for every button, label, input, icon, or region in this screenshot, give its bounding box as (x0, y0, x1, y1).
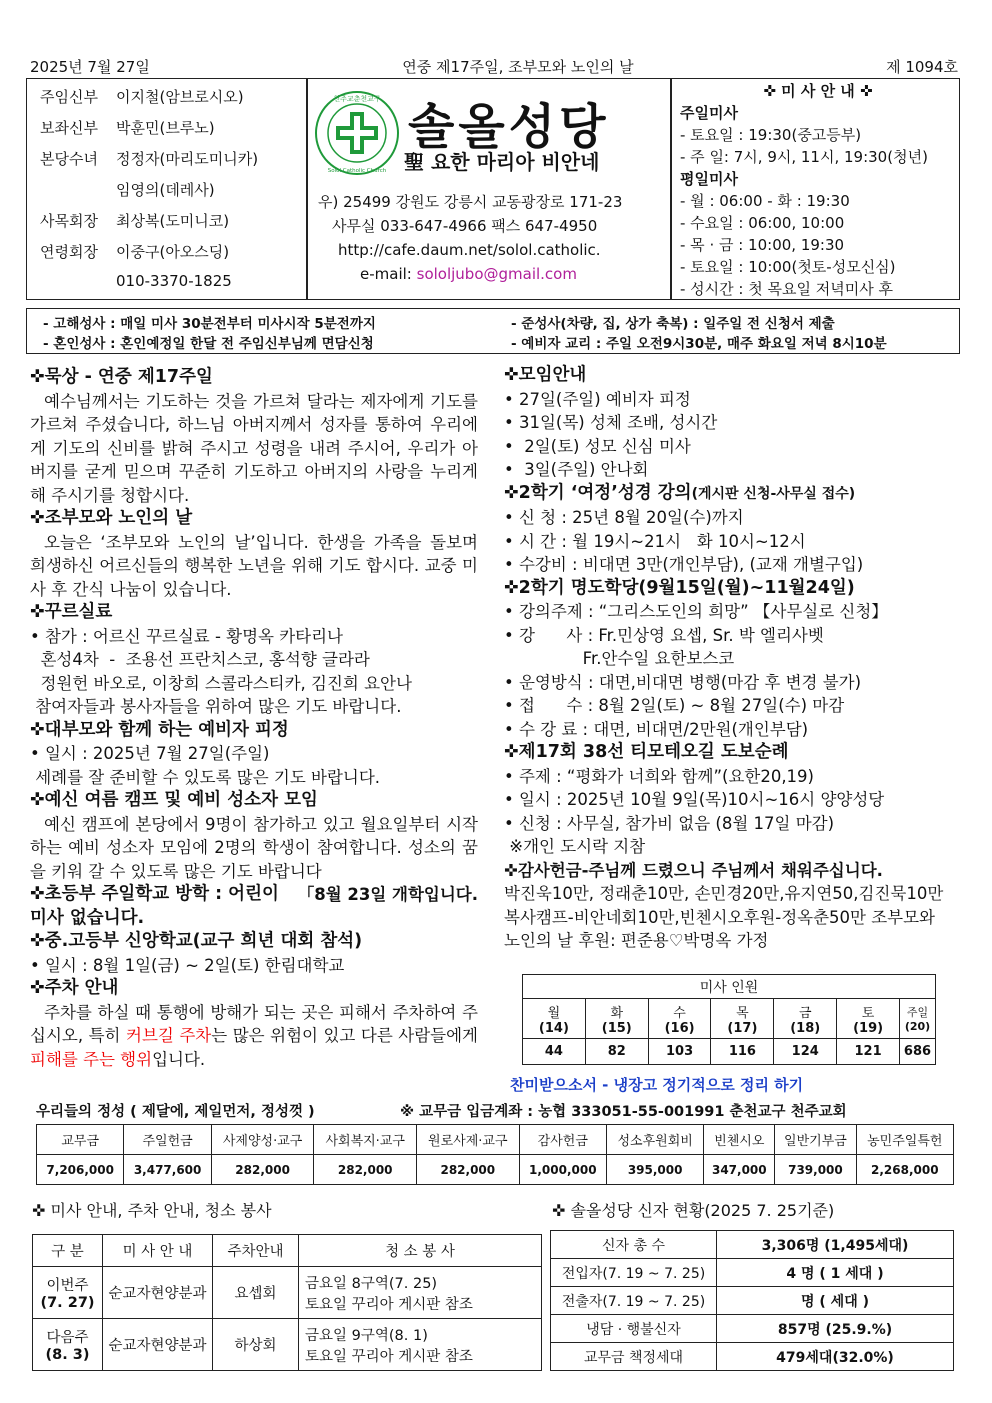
bulletin-date: 2025년 7월 27일 (30, 58, 150, 76)
attendance-count: 124 (774, 1039, 837, 1065)
diamond-icon: ✜ (504, 742, 519, 762)
pilgrimage-line: • 주제 : “평화가 너희와 함께”(요한20,19) (504, 766, 814, 786)
finance-header-cell: 농민주일특헌 (856, 1125, 953, 1155)
section-title: ✜감사헌금-주님께 드렸으니 주님께서 채워주십니다. (504, 860, 883, 880)
sunday-mass-line: - 토요일 : 19:30(중고등부) (680, 126, 862, 144)
finance-header-cell: 감사헌금 (519, 1125, 606, 1155)
meeting-line: • 27일(주일) 예비자 피정 (504, 389, 691, 409)
finance-table (36, 1124, 954, 1185)
attendance-day: 수 (16) (648, 999, 711, 1039)
meeting-line: • 31일(목) 성체 조배, 성시간 (504, 413, 718, 432)
weekday-mass-line: - 성시간 : 첫 목요일 저녁미사 후 (680, 280, 893, 298)
attendance-day: 토 (19) (837, 999, 900, 1039)
section-title: ✜묵상 - 연중 제17주일 (30, 367, 213, 387)
staff-row: 본당수녀 정정자(마리도미니카) (40, 150, 259, 168)
diamond-icon: ✜ (30, 978, 45, 998)
members-row: 전입자(7. 19 ~ 7. 25) 4 명 ( 1 세대 ) (551, 1259, 954, 1287)
finance-header (36, 1100, 956, 1121)
parish-logo-icon (314, 90, 400, 176)
diamond-icon: ✜ (504, 860, 518, 880)
academy-line: • 강 사 : Fr.민상영 요셉, Sr. 박 엘리사벳 (504, 625, 824, 645)
retreat-line: • 일시 : 2025년 7월 27일(주일) (30, 744, 270, 763)
service-title: ✜ 미사 안내, 주차 안내, 청소 봉사 (32, 1201, 272, 1220)
bible-course-line: • 신 청 : 25년 8월 20일(수)까지 (504, 508, 744, 527)
cursillo-line: • 참가 : 어르신 꾸르실료 - 황명옥 카타리나 (30, 626, 343, 646)
weekday-mass-line: - 토요일 : 10:00(첫토-성모신심) (680, 258, 896, 276)
contact-info (318, 190, 668, 286)
finance-value: 3,477,600 (124, 1155, 211, 1185)
section-title: ✜주차 안내 (30, 978, 119, 998)
sunday-mass-line: - 주 일: 7시, 9시, 11시, 19:30(청년) (680, 148, 928, 166)
mass-schedule (680, 80, 956, 300)
diamond-icon: ✜ (763, 82, 782, 100)
attendance-count: 121 (837, 1039, 900, 1065)
section-title: ✜제17회 38선 티모테오길 도보순례 (504, 742, 789, 762)
faith-school-line: • 일시 : 8월 1일(금) ~ 2일(토) 한림대학교 (30, 955, 345, 975)
service-header: 구 분 (33, 1235, 103, 1267)
logo-ring-text: 천주교춘천교구 (333, 95, 381, 103)
finance-value: 2,268,000 (856, 1155, 953, 1185)
cursillo-line: 혼성4차 - 조용선 프란치스코, 홍석향 글라라 (30, 650, 370, 669)
service-header: 주차안내 (213, 1235, 299, 1267)
finance-header-cell: 교무금 (37, 1125, 124, 1155)
pilgrimage-line: ※개인 도시락 지참 (504, 837, 646, 856)
sacrament-notice (26, 308, 960, 354)
address: 우) 25499 강원도 강릉시 교동광장로 171-23 (318, 193, 623, 211)
weekday-mass-title: 평일미사 (680, 170, 738, 188)
attendance-day: 금 (18) (774, 999, 837, 1039)
finance-value: 282,000 (314, 1155, 417, 1185)
pilgrimage-line: • 일시 : 2025년 10월 9일(목)10시~16시 양양성당 (504, 790, 885, 809)
finance-value: 395,000 (607, 1155, 704, 1185)
staff-row: 임영의(데레사) (116, 181, 215, 199)
meeting-line: • 3일(주일) 안나회 (504, 460, 649, 479)
finance-header-cell: 빈첸시오 (704, 1125, 775, 1155)
diamond-icon: ✜ (30, 790, 45, 810)
service-row: 다음주 (8. 3) 순교자현양분과 하상회 금요일 9구역(8. 1) 토요일 꾸리아 게시판 참조 (33, 1319, 542, 1371)
donation-text: 박진욱10만, 정래춘10만, 손민경20만,유지연50,김진묵10만 복사캠프-비안네회10만,빈첸시오후원-정옥춘50만 조부모와 노인의 날 후원: 편준용♡박명옥 가정 (504, 884, 944, 950)
retreat-line: 세례를 잘 준비할 수 있도록 많은 기도 바랍니다. (30, 767, 381, 787)
members-table (550, 1230, 954, 1371)
members-row: 전출자(7. 19 ~ 7. 25) 명 ( 세대 ) (551, 1287, 954, 1315)
meeting-line: • 2일(토) 성모 신심 미사 (504, 436, 691, 456)
attendance-count: 116 (711, 1039, 774, 1065)
members-row: 교무금 책정세대 479세대(32.0%) (551, 1343, 954, 1371)
attendance-day: 화 (15) (585, 999, 648, 1039)
section-title: ✜2학기 ‘여정’성경 강의(게시판 신청-사무실 접수) (504, 482, 856, 503)
diamond-icon: ✜ (30, 508, 45, 528)
parish-patron: 聖 요한 마리아 비안네 (404, 150, 600, 174)
staff-row: 010-3370-1825 (116, 272, 232, 290)
finance-title: 우리들의 정성 ( 제달에, 제일먼저, 정성껏 ) (36, 1104, 315, 1120)
staff-row: 사목회장 최상복(도미니코) (40, 212, 230, 230)
staff-row: 보좌신부 박훈민(브루노) (40, 119, 215, 137)
finance-value: 739,000 (775, 1155, 856, 1185)
diamond-icon: ✜ (504, 577, 519, 598)
attendance-table (522, 974, 936, 1065)
staff-list (40, 86, 302, 303)
sunday-mass-title: 주일미사 (680, 104, 738, 122)
section-title: ✜초등부 주일학교 방학 : 어린이 미사 없습니다. (30, 884, 279, 928)
finance-header-cell: 일반기부금 (775, 1125, 856, 1155)
diamond-icon: ✜ (32, 1201, 51, 1220)
weekday-mass-line: - 수요일 : 06:00, 10:00 (680, 214, 845, 232)
bible-course-line: • 수강비 : 비대면 3만(개인부담), (교재 개별구입) (504, 555, 864, 574)
staff-row: 연령회장 이중구(아오스딩) (40, 243, 230, 261)
header-divider (306, 78, 308, 300)
academy-line: Fr.안수일 요한보스코 (504, 649, 735, 668)
finance-value: 1,000,000 (519, 1155, 606, 1185)
academy-line: • 접 수 : 8월 2일(토) ~ 8월 27일(수) 마감 (504, 696, 845, 715)
notice-marriage: - 혼인성사 : 혼인예정일 한달 전 주임신부님께 면담신청 (43, 336, 374, 352)
notice-catechism: - 예비자 교리 : 주일 오전9시30분, 매주 화요일 저녁 8시10분 (511, 336, 887, 352)
finance-value: 282,000 (211, 1155, 314, 1185)
finance-header-cell: 사회복지·교구 (314, 1125, 417, 1155)
academy-line: • 수 강 료 : 대면, 비대면/2만원(개인부담) (504, 719, 809, 739)
cursillo-line: 참여자들과 봉사자들을 위하여 많은 기도 바랍니다. (30, 697, 402, 716)
web-link[interactable]: http://cafe.daum.net/solol.catholic. (338, 241, 601, 259)
grandparents-text: 오늘은 ‘조부모와 노인의 날’입니다. 한생을 가족을 돌보며 희생하신 어르신들의 행복한 노년을 위해 기도 합시다. 교중 미사 후 간식 나눔이 있습니다. (30, 532, 478, 599)
right-column (504, 364, 956, 953)
service-row: 이번주 (7. 27) 순교자현양분과 요셉회 금요일 8구역(7. 25) 토요일 꾸리아 게시판 참조 (33, 1267, 542, 1319)
notice-confession: - 고해성사 : 매일 미사 30분전부터 미사시작 5분전까지 (43, 316, 376, 332)
finance-value: 7,206,000 (37, 1155, 124, 1185)
logo-ring-en: Solol Catholic Church (327, 168, 387, 174)
diamond-icon: ✜ (30, 931, 45, 951)
service-header: 미 사 안 내 (103, 1235, 213, 1267)
service-header: 청 소 봉 사 (299, 1235, 542, 1267)
bulletin-occasion: 연중 제17주일, 조부모와 노인의 날 (402, 58, 634, 76)
laudato-si-note: 찬미받으소서 - 냉장고 정기적으로 정리 하기 (510, 1076, 804, 1094)
diamond-icon: ✜ (504, 365, 519, 385)
section-title: ✜중.고등부 신앙학교(교구 희년 대회 참석) (30, 931, 363, 951)
cursillo-line: 정원헌 바오로, 이창희 스콜라스티카, 김진희 요안나 (30, 673, 412, 693)
camp-text: 예신 캠프에 본당에서 9명이 참가하고 있고 월요일부터 시작하는 예비 성소자 모임에 2명의 학생이 참여합니다. 성소의 꿈을 키워 갈 수 있도록 많은 기도 바랍니다 「8월 23일 개학입니다. (30, 813, 478, 884)
section-title: ✜모임안내 (504, 365, 587, 385)
weekday-mass-line: - 월 : 06:00 - 화 : 19:30 (680, 192, 850, 210)
parish-name: 솔올성당 (408, 99, 610, 155)
members-row: 신자 총 수 3,306명 (1,495세대) (551, 1231, 954, 1259)
school-start-note: 「8월 23일 개학입니다. (297, 885, 478, 904)
attendance-count: 103 (648, 1039, 711, 1065)
phone-fax: 사무실 033-647-4966 팩스 647-4950 (332, 217, 598, 235)
attendance-count: 686 (900, 1039, 936, 1065)
pilgrimage-line: • 신청 : 사무실, 참가비 없음 (8월 17일 마감) (504, 813, 835, 833)
section-title: ✜조부모와 노인의 날 (30, 508, 193, 528)
diamond-icon: ✜ (30, 719, 45, 740)
section-title: ✜2학기 명도학당(9월15일(월)~11월24일) (504, 577, 855, 598)
members-row: 냉담 · 행불신자 857명 (25.9.%) (551, 1315, 954, 1343)
email-link[interactable]: sololjubo@gmail.com (416, 265, 577, 283)
diamond-icon: ✜ (504, 482, 519, 503)
finance-header-cell: 성소후원회비 (607, 1125, 704, 1155)
account-info: ※ 교무금 입금계좌 : 농협 333051-55-001991 춘천교구 천주교회 (400, 1104, 847, 1120)
masthead-line (30, 56, 958, 77)
bible-course-line: • 시 간 : 월 19시~21시 화 10시~12시 (504, 531, 806, 551)
diamond-icon: ✜ (854, 82, 873, 100)
section-title: ✜대부모와 함께 하는 예비자 피정 (30, 719, 289, 740)
email-label: e-mail: (360, 265, 412, 283)
service-table (32, 1234, 542, 1371)
meditation-text: 예수님께서는 기도하는 것을 가르쳐 달라는 제자에게 기도를 가르쳐 주셨습니다, 하느님 아버지께서 성자를 통하여 우리에게 기도의 신비를 밝혀 주시고 성령을 내려 주시어, 우리가 아버지를 굳게 믿으며 꾸준히 기도하고 아버지의 사랑을 누리게 해 주시기를 청합시다. (30, 391, 478, 505)
section-title: ✜꾸르실료 (30, 602, 113, 622)
diamond-icon: ✜ (30, 602, 45, 622)
notice-blessing: - 준성사(차량, 집, 상가 축복) : 일주일 전 신청서 제출 (511, 316, 835, 332)
finance-value: 347,000 (704, 1155, 775, 1185)
diamond-icon: ✜ (30, 884, 45, 904)
attendance-day: 월 (14) (523, 999, 586, 1039)
parking-text: 주차를 하실 때 통행에 방해가 되는 곳은 피해서 주차하여 주십시오, 특히 커브길 주차는 많은 위험이 있고 다른 사람들에게 피해를 주는 행위입니다. (30, 1002, 478, 1069)
section-title: ✜예신 여름 캠프 및 예비 성소자 모임 (30, 790, 318, 810)
diamond-icon: ✜ (552, 1201, 571, 1220)
left-column (30, 366, 478, 1071)
attendance-title: 미사 인원 (523, 975, 936, 999)
attendance-day: 주일 (20) (900, 999, 936, 1039)
weekday-mass-line: - 목 · 금 : 10:00, 19:30 (680, 236, 845, 254)
staff-row: 주임신부 이지철(암브로시오) (40, 88, 244, 106)
members-title: ✜ 솔올성당 신자 현황(2025 7. 25기준) (552, 1201, 835, 1220)
mass-schedule-title: 미 사 안 내 (781, 82, 855, 100)
attendance-day: 목 (17) (711, 999, 774, 1039)
header-divider (670, 78, 672, 300)
academy-line: • 강의주제 : “그리스도인의 희망” 【사무실로 신청】 (504, 602, 888, 621)
diamond-icon: ✜ (30, 367, 45, 387)
issue-number: 제 1094호 (886, 58, 958, 76)
finance-header-cell: 사제양성·교구 (211, 1125, 314, 1155)
academy-line: • 운영방식 : 대면,비대면 병행(마감 후 변경 불가) (504, 672, 862, 692)
finance-header-cell: 주일헌금 (124, 1125, 211, 1155)
attendance-count: 44 (523, 1039, 586, 1065)
attendance-count: 82 (585, 1039, 648, 1065)
finance-header-cell: 원로사제·교구 (417, 1125, 520, 1155)
finance-value: 282,000 (417, 1155, 520, 1185)
